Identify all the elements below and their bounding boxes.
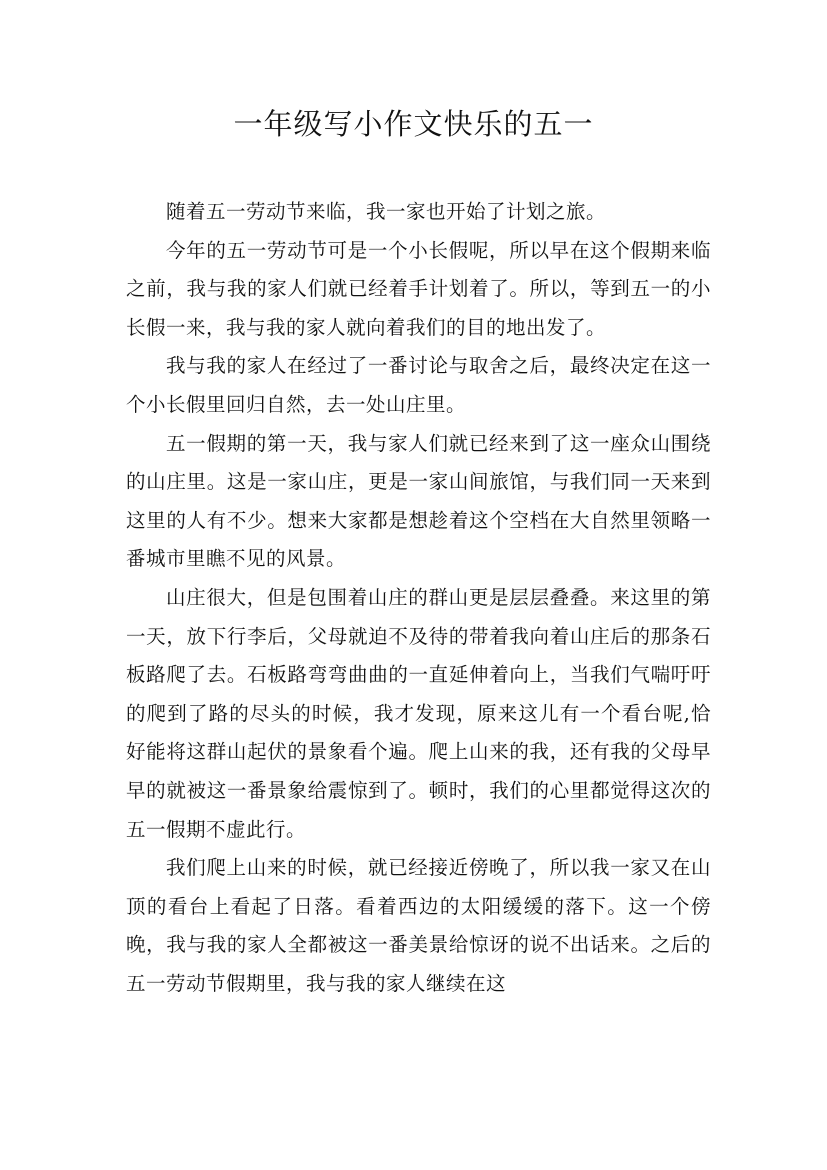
paragraph: 我与我的家人在经过了一番讨论与取舍之后，最终决定在这一个小长假里回归自然，去一处山庄里。 — [126, 354, 711, 416]
paragraph: 我们爬上山来的时候，就已经接近傍晚了，所以我一家又在山顶的看台上看起了日落。看着西边的太阳缓缓的落下。这一个傍晚，我与我的家人全都被这一番美景给惊讶的说不出话来。之后的五一劳动节假期里，我与我的家人继续在这 — [126, 856, 711, 995]
paragraph: 山庄很大，但是包围着山庄的群山更是层层叠叠。来这里的第一天，放下行李后，父母就迫不及待的带着我向着山庄后的那条石板路爬了去。石板路弯弯曲曲的一直延伸着向上，当我们气喘吁吁的爬到了路的尽头的时候，我才发现，原来这儿有一个看台呢,恰好能将这群山起伏的景象看个遍。爬上山来的我，还有我的父母早早的就被这一番景象给震惊到了。顿时，我们的心里都觉得这次的五一假期不虚此行。 — [126, 585, 711, 841]
paragraph: 今年的五一劳动节可是一个小长假呢，所以早在这个假期来临之前，我与我的家人们就已经着手计划着了。所以，等到五一的小长假一来，我与我的家人就向着我们的目的地出发了。 — [126, 238, 711, 339]
document-body — [126, 193, 711, 1003]
paragraph: 随着五一劳动节来临，我一家也开始了计划之旅。 — [165, 200, 606, 223]
paragraph: 五一假期的第一天，我与家人们就已经来到了这一座众山围绕的山庄里。这是一家山庄，更是一家山间旅馆，与我们同一天来到这里的人有不少。想来大家都是想趁着这个空档在大自然里领略一番城市里瞧不见的风景。 — [126, 431, 711, 571]
document-title: 一年级写小作文快乐的五一 — [233, 107, 594, 141]
